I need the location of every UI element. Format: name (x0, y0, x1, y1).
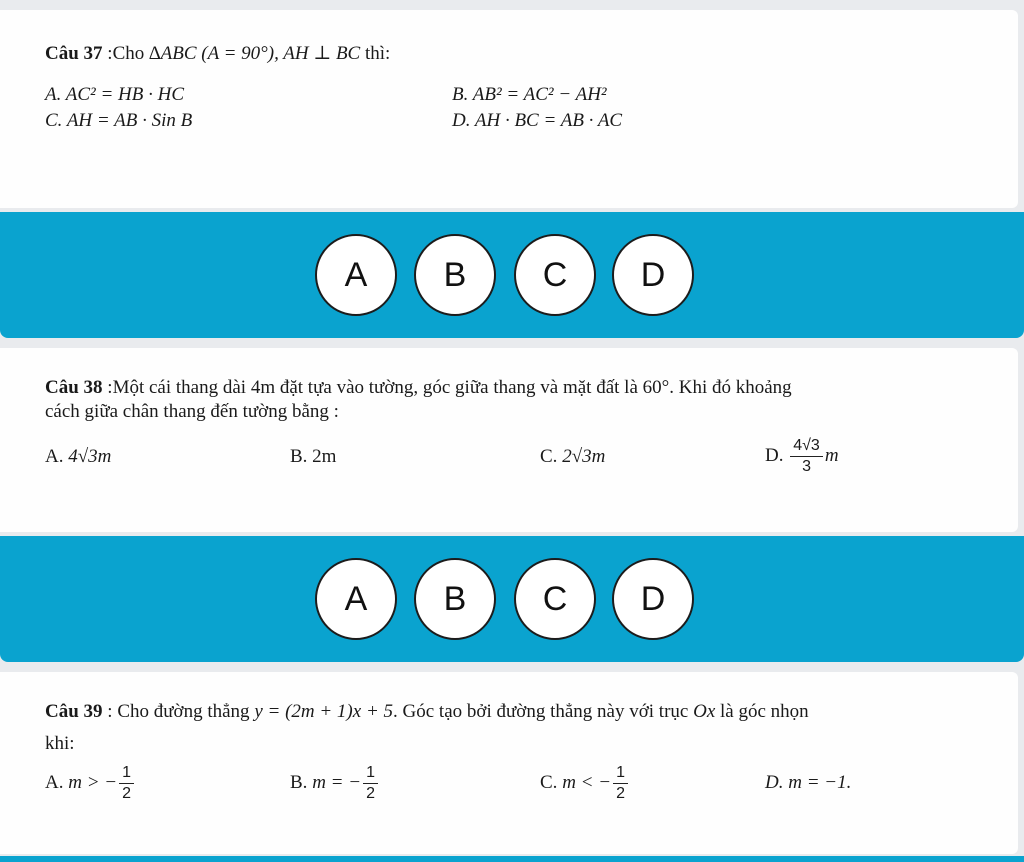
question-37-card (0, 10, 1018, 208)
q39-option-b (290, 760, 380, 806)
q38-option-a-prefix: A. (45, 446, 69, 467)
question-38-line-1 (45, 376, 792, 400)
q39-option-b-math: m = − (312, 772, 362, 793)
q39-option-d: D. m = −1. (765, 772, 852, 793)
question-37-label: Câu 37 (45, 43, 103, 64)
q39-option-c-math: m < − (562, 772, 612, 793)
answer-bar-2 (0, 536, 1024, 662)
q39-option-b-numerator: 1 (363, 765, 378, 784)
q37-option-a: A. AC² = HB · HC (45, 84, 185, 105)
answer-2-button-d[interactable]: D (612, 558, 694, 640)
q39-option-c-fraction (613, 765, 628, 802)
q37-option-d: D. AH · BC = AB · AC (452, 110, 623, 131)
q39-option-a-prefix: A. (45, 772, 69, 793)
answer-1-button-c[interactable]: C (514, 234, 596, 316)
bottom-accent-bar (0, 856, 1024, 862)
q38-option-d-prefix: D. (765, 445, 789, 466)
answer-1-button-b[interactable]: B (414, 234, 496, 316)
answer-2-button-b[interactable]: B (414, 558, 496, 640)
question-37-math: ∆ABC (A = 90°), AH ⊥ BC (149, 43, 361, 64)
q38-option-d (765, 433, 839, 479)
q39-option-c (540, 760, 630, 806)
q39-option-c-numerator: 1 (613, 765, 628, 784)
q39-option-b-fraction (363, 765, 378, 802)
question-37-suffix: thì: (360, 43, 391, 64)
question-39-line-2: khi: (45, 733, 75, 754)
q38-option-c-prefix: C. (540, 446, 563, 467)
question-39-text-a: : Cho đường thẳng (102, 701, 255, 722)
question-38-card (0, 348, 1018, 532)
q38-option-d-numerator: 4√3 (790, 438, 823, 457)
answer-1-button-a[interactable]: A (315, 234, 397, 316)
q38-option-a-math: 4√3m (68, 446, 112, 467)
q39-option-b-denominator: 2 (366, 785, 375, 803)
q39-option-a-math: m > − (68, 772, 118, 793)
q38-option-d-denominator: 3 (802, 458, 811, 476)
question-39-card (0, 672, 1018, 854)
question-38-line-2: cách giữa chân thang đến tường bằng : (45, 401, 339, 422)
question-37-stem (45, 42, 390, 66)
q39-option-a-fraction (119, 765, 134, 802)
q39-option-b-prefix: B. (290, 772, 313, 793)
q39-option-a (45, 760, 136, 806)
q39-option-c-denominator: 2 (616, 785, 625, 803)
q37-option-c: C. AH = AB · Sin B (45, 110, 193, 131)
answer-bar-1 (0, 212, 1024, 338)
answer-1-button-d[interactable]: D (612, 234, 694, 316)
question-38-label: Câu 38 (45, 377, 103, 398)
q38-option-d-unit: m (824, 445, 839, 466)
answer-2-button-a[interactable]: A (315, 558, 397, 640)
q39-option-a-denominator: 2 (122, 785, 132, 803)
question-39-equation: y = (2m + 1)x + 5 (254, 701, 394, 722)
question-37-prefix: :Cho (102, 43, 149, 64)
q38-option-a (45, 445, 111, 469)
q38-option-c-math: 2√3m (562, 446, 606, 467)
q38-option-d-fraction (790, 438, 823, 475)
q38-option-c (540, 445, 605, 469)
question-39-text-b: . Góc tạo bởi đường thẳng này với trục (393, 701, 694, 722)
question-38-text-1: :Một cái thang dài 4m đặt tựa vào tường, góc giữa thang và mặt đất là 60°. Khi đó khoảng (102, 377, 792, 398)
q37-option-b: B. AB² = AC² − AH² (452, 84, 607, 105)
q39-option-a-numerator: 1 (119, 765, 134, 784)
question-39-line-1 (45, 700, 809, 724)
q38-option-b: B. 2m (290, 446, 337, 467)
answer-2-button-c[interactable]: C (514, 558, 596, 640)
q39-option-c-prefix: C. (540, 772, 563, 793)
question-39-axis: Ox (693, 701, 716, 722)
question-39-label: Câu 39 (45, 701, 103, 722)
question-39-text-c: là góc nhọn (715, 701, 809, 722)
